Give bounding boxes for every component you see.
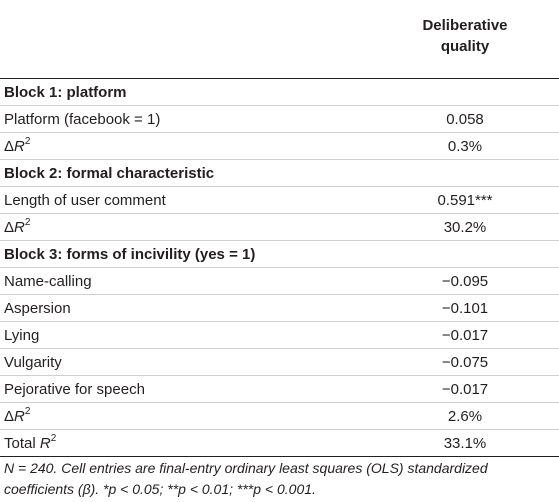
label-prefix: Total: [4, 434, 40, 452]
table-row: [0, 322, 559, 349]
table-block-header: [0, 241, 559, 268]
row-label: Lying: [4, 326, 40, 344]
row-label: [4, 405, 31, 425]
table-row: [0, 295, 559, 322]
row-value: −0.101: [441, 299, 489, 317]
label-prefix: Δ: [4, 137, 15, 155]
table-body: [0, 79, 559, 457]
row-value: −0.017: [441, 380, 489, 398]
label-prefix: Δ: [4, 218, 15, 236]
table-row: [0, 187, 559, 214]
column-header-line2: quality: [440, 38, 490, 55]
table-header: [0, 0, 559, 79]
table-row: [0, 106, 559, 133]
label-superscript: 2: [24, 135, 31, 147]
row-label: Block 3: forms of incivility (yes = 1): [4, 245, 256, 263]
table-row: [0, 214, 559, 241]
row-label: Aspersion: [4, 299, 71, 317]
row-value: 0.3%: [447, 137, 483, 155]
row-label: Block 1: platform: [4, 83, 127, 101]
row-value: 33.1%: [443, 434, 487, 452]
label-variable: R: [14, 407, 25, 425]
table-row: [0, 403, 559, 430]
table-block-header: [0, 160, 559, 187]
table-row: [0, 430, 559, 457]
label-variable: R: [39, 434, 51, 452]
row-value: 0.058: [446, 110, 484, 128]
column-header-line1: Deliberative: [422, 17, 508, 34]
row-label: [4, 432, 57, 452]
row-value: −0.075: [441, 353, 489, 371]
row-label: Name-calling: [4, 272, 92, 290]
table-row: [0, 349, 559, 376]
table-row: [0, 376, 559, 403]
table-row: [0, 268, 559, 295]
table-block-header: [0, 79, 559, 106]
row-label: Length of user comment: [4, 191, 166, 209]
label-prefix: Δ: [4, 407, 15, 425]
label-superscript: 2: [24, 405, 31, 417]
table-footnote: N = 240. Cell entries are final-entry ordinary least squares (OLS) standardized coefficients (β). *p < 0.05; **p < 0.01; ***p < 0.001.: [4, 460, 488, 497]
row-label: Block 2: formal characteristic: [4, 164, 215, 182]
row-label: Platform (facebook = 1): [4, 110, 161, 128]
label-superscript: 2: [50, 432, 57, 444]
label-variable: R: [14, 218, 25, 236]
row-label: [4, 135, 31, 155]
column-header-deliberative-quality: [395, 15, 535, 57]
row-value: −0.095: [441, 272, 489, 290]
row-label: Vulgarity: [4, 353, 62, 371]
row-label: Pejorative for speech: [4, 380, 145, 398]
row-value: 2.6%: [447, 407, 483, 425]
row-value: 0.591***: [437, 191, 493, 209]
table-row: [0, 133, 559, 160]
row-value: −0.017: [441, 326, 489, 344]
label-superscript: 2: [24, 216, 31, 228]
row-value: 30.2%: [443, 218, 487, 236]
row-label: [4, 216, 31, 236]
label-variable: R: [14, 137, 25, 155]
